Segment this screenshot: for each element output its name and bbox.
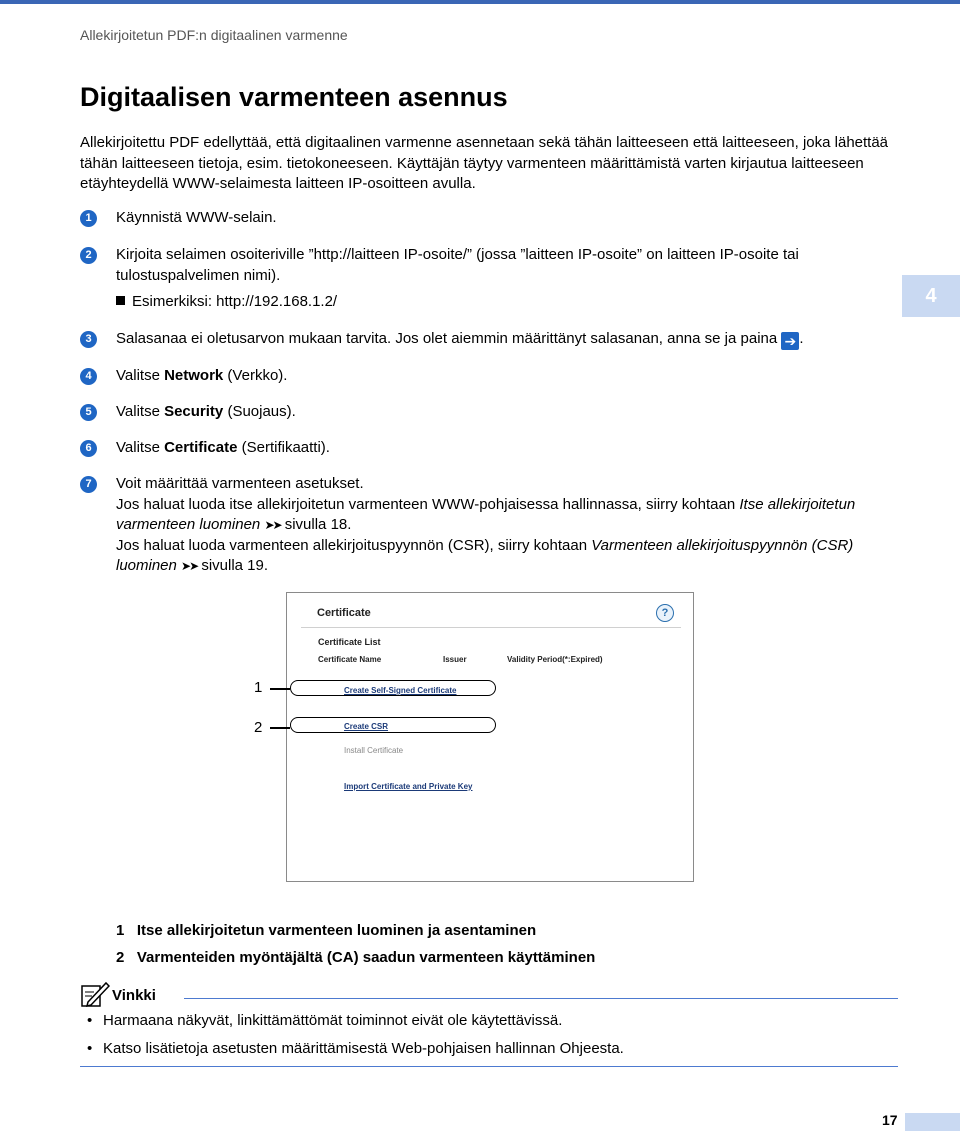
step-7-line-3-post: sivulla 19. <box>197 557 269 574</box>
certificate-screenshot <box>286 592 694 882</box>
step-text <box>116 402 910 423</box>
step-3 <box>80 329 910 350</box>
step-number: 6 <box>80 440 97 457</box>
example-text: Esimerkiksi: http://192.168.1.2/ <box>132 293 338 310</box>
screenshot-title: Certificate <box>317 607 371 619</box>
top-rule <box>0 0 960 4</box>
help-icon[interactable]: ? <box>656 604 674 622</box>
note-item-text: Katso lisätietoja asetusten määrittämisestä Web-pohjaisen hallinnan Ohjeesta. <box>103 1040 624 1057</box>
create-csr-link[interactable]: Create CSR <box>344 722 389 731</box>
note-item-2 <box>87 1040 624 1057</box>
step-6 <box>80 438 910 459</box>
intro-paragraph: Allekirjoitettu PDF edellyttää, että digitaalinen varmenne asennetaan sekä tähän laitteeseen että laitteeseen, joka lähettää tähän laitteeseen tietoja, esim. tietokoneeseen. Käyttäjän täytyy varmenteen määrittämistä varten kirjautua laitteeseen etäyhteydellä WWW-selaimesta laitteen IP-osoitteen avulla. <box>80 134 889 192</box>
legend-1: 1 Itse allekirjoitetun varmenteen luominen ja asentaminen <box>116 922 537 939</box>
note-label: Vinkki <box>112 987 156 1004</box>
step-number: 4 <box>80 368 97 385</box>
chapter-tab: 4 <box>902 275 960 317</box>
self-signed-link-text[interactable]: Itse allekirjoitetun varmenteen luominen <box>116 495 856 533</box>
step-5-post: (Suojaus). <box>223 403 296 420</box>
callout-1: 1 <box>254 679 263 696</box>
column-issuer: Issuer <box>443 655 467 664</box>
step-7 <box>80 474 910 577</box>
step-7-line-2 <box>116 495 910 536</box>
step-number: 1 <box>80 210 97 227</box>
step-text <box>116 329 910 350</box>
step-5-pre: Valitse <box>116 403 165 420</box>
column-certificate-name: Certificate Name <box>318 655 382 664</box>
column-validity-period: Validity Period(*:Expired) <box>507 655 603 664</box>
install-certificate-link: Install Certificate <box>344 746 404 755</box>
note-item-text: Harmaana näkyvät, linkittämättömät toiminnot eivät ole käytettävissä. <box>103 1012 563 1029</box>
callout-1-leader <box>270 688 290 690</box>
step-number: 2 <box>80 247 97 264</box>
step-text <box>116 474 910 577</box>
screenshot-divider <box>301 627 681 628</box>
step-6-post: (Sertifikaatti). <box>237 439 330 456</box>
step-7-line-3-pre: Jos haluat luoda varmenteen allekirjoituspyynnön (CSR), siirry kohtaan <box>116 536 592 554</box>
step-7-line-1: Voit määrittää varmenteen asetukset. <box>116 475 364 492</box>
note-rule-top <box>184 998 898 999</box>
step-6-bold: Certificate <box>164 439 238 456</box>
bullet-icon: • <box>87 1040 93 1057</box>
step-3-text: Salasanaa ei oletusarvon mukaan tarvita. Jos olet aiemmin määrittänyt salasanan, anna se ja paina <box>116 330 778 347</box>
example-bullet <box>116 293 337 310</box>
step-text: Käynnistä WWW-selain. <box>116 209 277 226</box>
callout-2-leader <box>270 727 290 729</box>
step-5-bold: Security <box>164 403 224 420</box>
double-chevron-icon: ➤➤ <box>264 518 281 532</box>
page-title: Digitaalisen varmenteen asennus <box>80 82 508 112</box>
square-bullet-icon <box>116 296 125 305</box>
step-7-line-2-pre: Jos haluat luoda itse allekirjoitetun varmenteen WWW-pohjaisessa hallinnassa, siirry kohtaan <box>116 495 740 513</box>
legend-2: 2 Varmenteiden myöntäjältä (CA) saadun varmenteen käyttäminen <box>116 949 596 966</box>
csr-link-text[interactable]: Varmenteen allekirjoituspyynnön (CSR) luominen <box>116 536 854 574</box>
step-5 <box>80 402 910 423</box>
step-text: Kirjoita selaimen osoiteriville ”http://laitteen IP-osoite/” (jossa ”laitteen IP-osoite” on laitteen IP-osoite tai tulostuspalvelimen nimi). <box>116 246 799 284</box>
step-4 <box>80 366 910 387</box>
step-7-line-3 <box>116 536 910 577</box>
step-1 <box>80 208 910 229</box>
step-text <box>116 438 910 459</box>
step-4-pre: Valitse <box>116 367 165 384</box>
note-item-1 <box>87 1012 562 1029</box>
certificate-list-title: Certificate List <box>318 637 381 647</box>
page-number-tab <box>905 1113 960 1131</box>
bullet-icon: • <box>87 1012 93 1029</box>
step-number: 5 <box>80 404 97 421</box>
go-arrow-icon: ➔ <box>781 332 799 350</box>
callout-2: 2 <box>254 719 263 736</box>
callout-1-highlight <box>290 680 496 696</box>
step-3-end: . <box>799 330 804 347</box>
double-chevron-icon: ➤➤ <box>181 559 198 573</box>
step-4-bold: Network <box>164 367 224 384</box>
import-certificate-link[interactable]: Import Certificate and Private Key <box>344 782 473 791</box>
page-number: 17 <box>882 1112 898 1128</box>
step-4-post: (Verkko). <box>223 367 288 384</box>
running-header: Allekirjoitetun PDF:n digitaalinen varmenne <box>80 27 348 43</box>
step-number: 7 <box>80 476 97 493</box>
step-2 <box>80 245 910 286</box>
step-number: 3 <box>80 331 97 348</box>
step-6-pre: Valitse <box>116 439 165 456</box>
note-pencil-icon <box>80 980 110 1008</box>
note-rule-bottom <box>80 1066 898 1067</box>
create-self-signed-link[interactable]: Create Self-Signed Certificate <box>344 686 457 695</box>
step-text <box>116 366 910 387</box>
callout-2-highlight <box>290 717 496 733</box>
step-7-line-2-post: sivulla 18. <box>280 516 352 533</box>
